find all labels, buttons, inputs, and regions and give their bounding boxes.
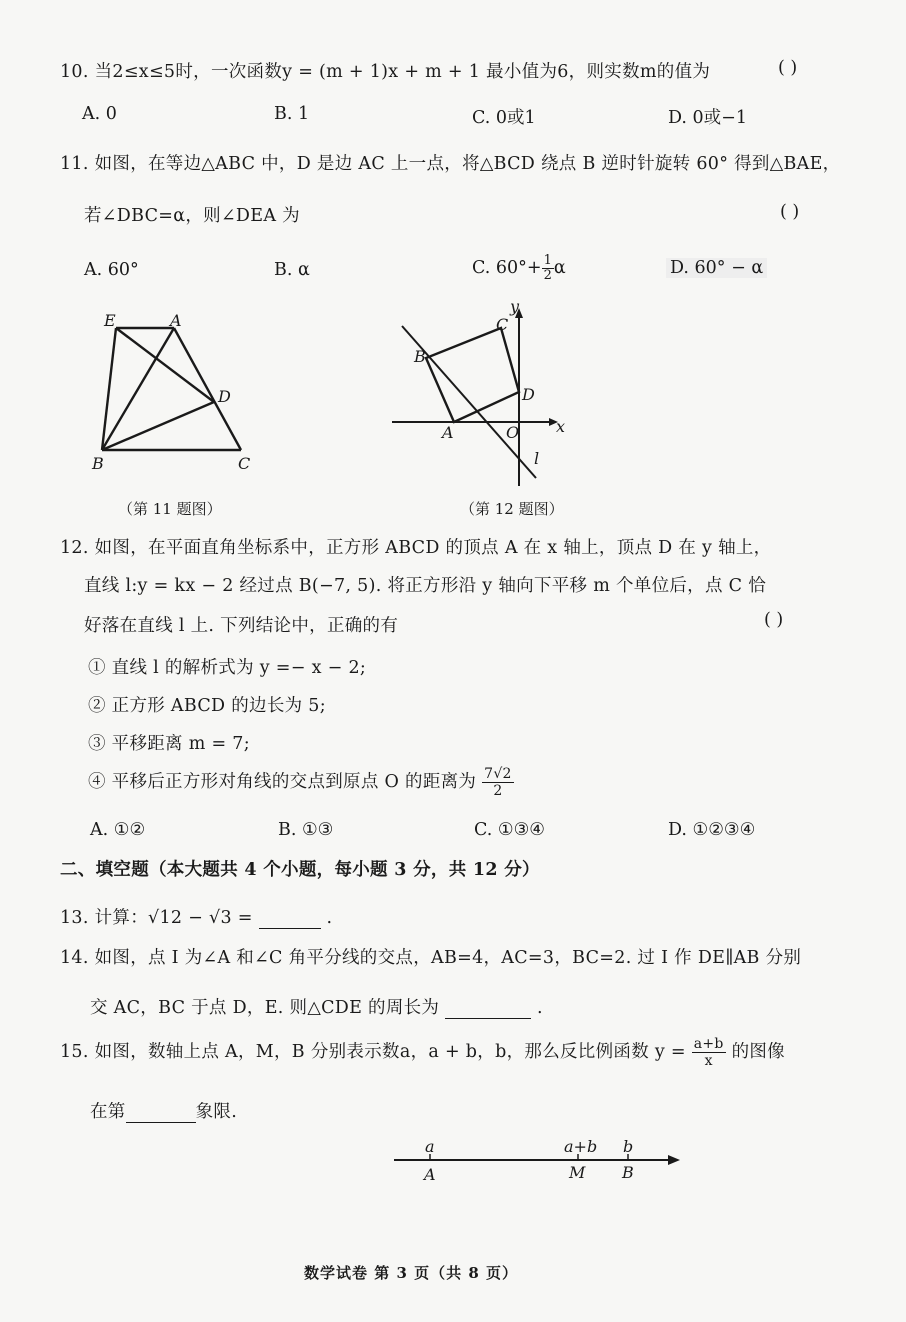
fig11-label-a: A [170,311,182,330]
q12-stem-line2: 直线 l:y = kx − 2 经过点 B(−7, 5). 将正方形沿 y 轴向下平移 m 个单位后，点 C 恰 [84,576,766,596]
q15-suffix: 的图像 [731,1042,785,1062]
q15-denominator: x [704,1053,713,1069]
segment-bd [102,402,214,450]
q11-option-c-denominator: 2 [543,268,552,283]
fig12-label-y: y [510,297,520,316]
q11-option-c [472,254,566,283]
q13-stem [60,904,332,929]
q15-answer-blank [126,1102,196,1123]
number-line-arrow [668,1155,680,1165]
q14-text: 交 AC，BC 于点 D，E. 则△CDE 的周长为 [90,998,440,1018]
q15-line2-prefix: 在第 [90,1102,126,1122]
fig12-label-a: A [442,423,454,442]
q15-stem-line1 [60,1036,785,1069]
fig11-caption: （第 11 题图） [118,500,222,518]
q11-answer-paren: ( ) [780,202,800,222]
segment-ed [116,328,214,402]
q14-stem-line2 [90,994,543,1019]
fig11-label-d: D [218,387,231,406]
number-line-label-a: a [425,1137,435,1156]
q11-stem-line1: 11. 如图，在等边△ABC 中，D 是边 AC 上一点，将△BCD 绕点 B 逆时针旋转 60° 得到△BAE， [60,154,841,174]
fig12-label-c: C [496,315,509,334]
q10-stem: 10. 当2≤x≤5时，一次函数y = (m + 1)x + m + 1 最小值为6，则实数m的值为 [60,62,711,82]
q11-stem-line2: 若∠DBC=α，则∠DEA 为 [84,206,300,226]
fig12-label-d: D [522,385,535,404]
q14-end: . [537,998,543,1018]
q12-stem-line3: 好落在直线 l 上. 下列结论中，正确的有 [84,616,399,636]
q12-stem-line1: 12. 如图，在平面直角坐标系中，正方形 ABCD 的顶点 A 在 x 轴上，顶点 D 在 y 轴上， [60,538,772,558]
q12-item-4-fraction [482,766,514,799]
number-line [388,1132,688,1188]
q12-item-4-numerator: 7√2 [484,766,512,782]
fig12-label-x: x [556,417,566,436]
q10-option-d: D. 0或−1 [668,108,747,128]
fig12-label-o: O [506,423,520,442]
q10-option-a: A. 0 [82,104,117,124]
q12-option-a: A. ①② [90,820,146,840]
q12-option-b: B. ①③ [278,820,334,840]
q11-option-c-numerator: 1 [543,253,552,268]
q15-text: 15. 如图，数轴上点 A，M，B 分别表示数a，a + b，b，那么反比例函数 y = [60,1042,686,1062]
fig11-label-b: B [92,454,104,473]
q15-stem-line2 [90,1098,237,1123]
fig11-label-c: C [238,454,251,473]
q10-option-b: B. 1 [274,104,310,124]
q13-end: . [326,908,333,928]
q11-option-c-fraction [542,254,554,283]
q14-stem-line1: 14. 如图，点 I 为∠A 和∠C 角平分线的交点，AB=4，AC=3，BC=2. 过 I 作 DE∥AB 分别 [60,948,802,968]
q12-item-3: ③ 平移距离 m = 7; [88,734,250,754]
square-abcd [426,328,519,422]
q12-option-d: D. ①②③④ [668,820,756,840]
q10-option-c: C. 0或1 [472,108,536,128]
q10-answer-paren: ( ) [778,58,798,78]
q11-option-c-prefix: C. 60°+ [472,258,542,278]
q12-item-4-denominator: 2 [493,783,503,799]
number-line-point-a: A [424,1165,436,1184]
fig11-label-e: E [104,311,116,330]
figure-12 [386,296,576,492]
q11-option-b: B. α [274,260,310,280]
q12-option-c: C. ①③④ [474,820,545,840]
fig12-label-l: l [534,449,540,468]
q12-item-4 [88,766,514,799]
q13-text: 13. 计算：√12 − √3 = [60,908,253,928]
q12-item-1: ① 直线 l 的解析式为 y =− x − 2; [88,658,367,678]
number-line-point-b: B [622,1163,634,1182]
q15-numerator: a+b [693,1036,724,1052]
q12-item-4-text: ④ 平移后正方形对角线的交点到原点 O 的距离为 [88,772,477,792]
q15-line2-suffix: 象限. [195,1102,238,1122]
page-footer: 数学试卷 第 3 页（共 8 页） [304,1264,518,1282]
q13-answer-blank [259,908,321,929]
q11-option-a: A. 60° [84,260,139,280]
fig12-label-b: B [414,347,426,366]
fig12-caption: （第 12 题图） [460,500,564,518]
section-2-title: 二、填空题（本大题共 4 个小题，每小题 3 分，共 12 分） [60,860,540,880]
figure-11 [86,306,266,476]
number-line-label-b: b [623,1137,634,1156]
number-line-label-a-plus-b: a+b [564,1137,598,1156]
q12-answer-paren: ( ) [764,610,784,630]
q14-answer-blank [445,998,531,1019]
q12-item-2: ② 正方形 ABCD 的边长为 5; [88,696,326,716]
q11-option-d: D. 60° − α [666,258,767,278]
number-line-point-m: M [569,1163,586,1182]
q15-fraction [692,1036,726,1069]
q11-option-c-suffix: α [553,258,566,278]
segment-ac [174,328,241,450]
